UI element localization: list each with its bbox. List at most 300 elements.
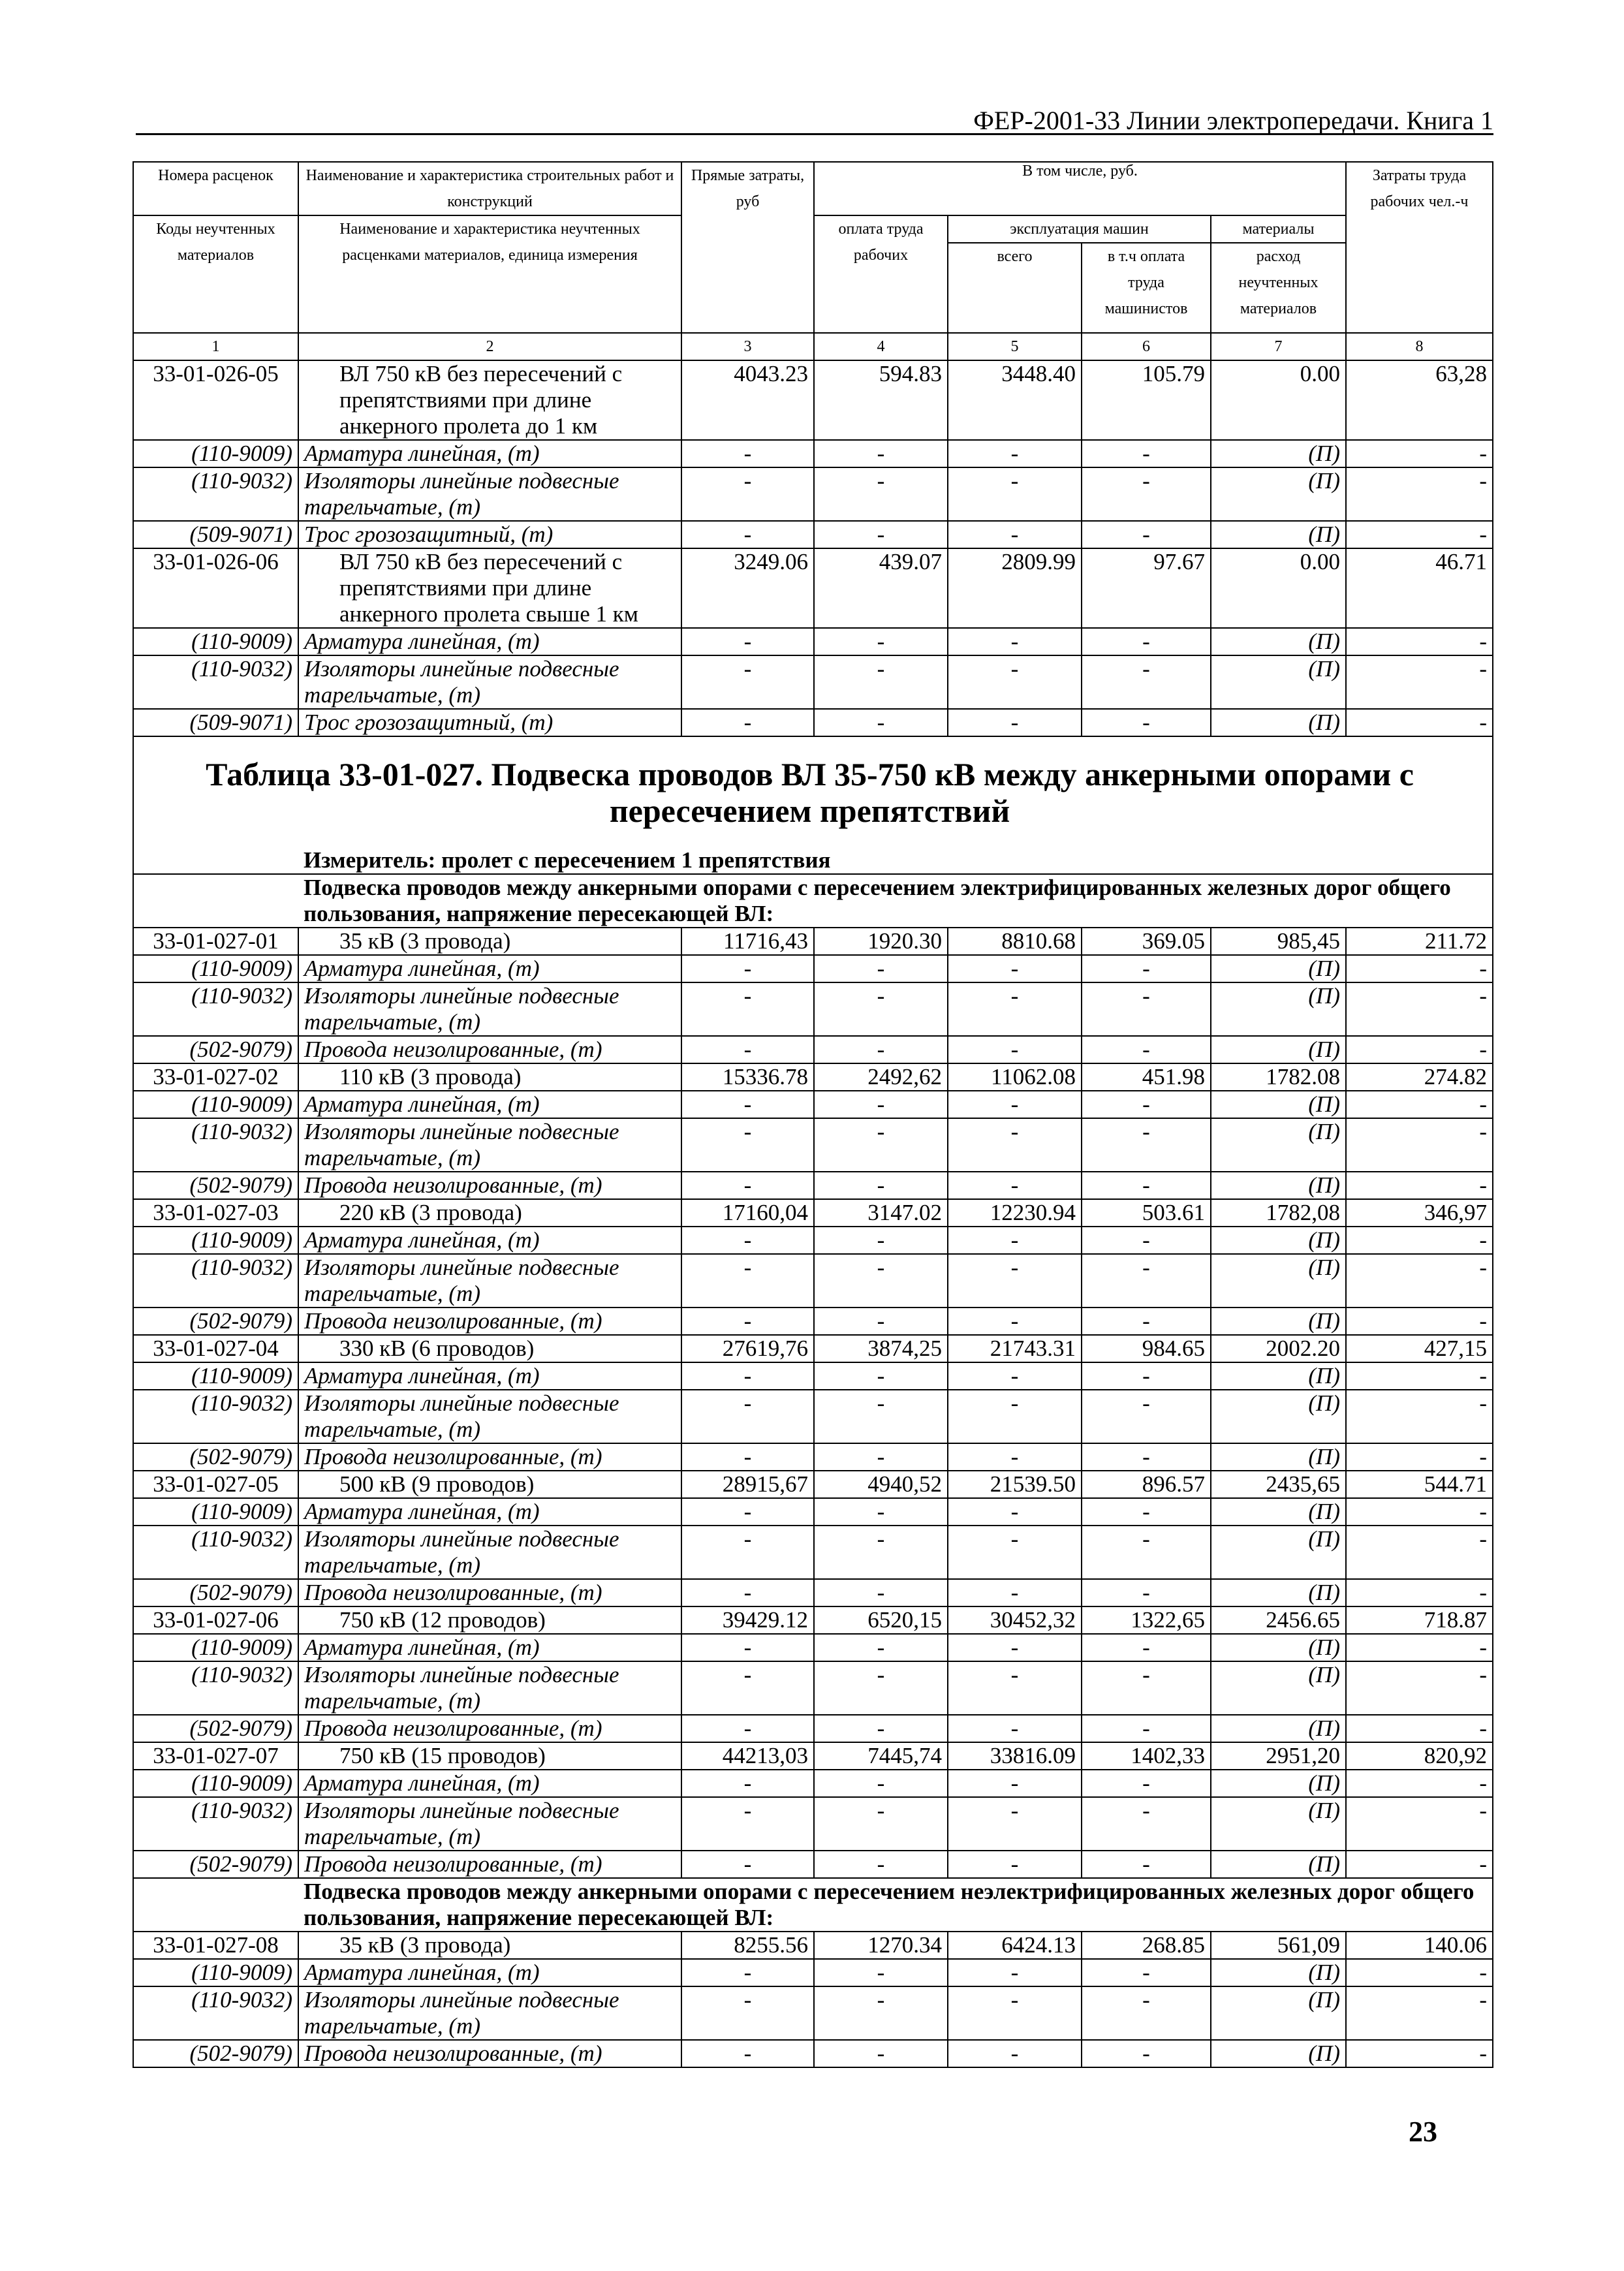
work-name: 330 кВ (6 проводов) [298, 1335, 681, 1362]
col-number: 7 [1211, 333, 1346, 360]
value-cell: - [814, 1959, 948, 1986]
value-cell: - [948, 1770, 1082, 1797]
value-cell: 439.07 [814, 548, 948, 628]
value-cell: - [1346, 1227, 1493, 1254]
value-cell: 1920.30 [814, 928, 948, 955]
value-cell: 0.00 [1211, 548, 1346, 628]
col-materials-sub: расход неучтенных материалов [1211, 243, 1346, 333]
value-cell: - [681, 982, 814, 1036]
resource-row [133, 1851, 1493, 1878]
table-title: Таблица 33-01-027. Подвеска проводов ВЛ 35-750 кВ между анкерными опорами с пересечением препятствий [133, 736, 1493, 847]
value-cell: - [814, 628, 948, 655]
value-cell: - [1082, 1851, 1211, 1878]
value-cell: - [948, 1443, 1082, 1471]
resource-row [133, 1634, 1493, 1661]
value-cell: - [681, 1091, 814, 1118]
value-cell: - [948, 1661, 1082, 1715]
value-cell: - [948, 982, 1082, 1036]
value-cell: (П) [1211, 1118, 1346, 1172]
material-name: Изоляторы линейные подвесные тарельчатые, (т) [298, 655, 681, 709]
material-code: (110-9009) [133, 1634, 298, 1661]
value-cell: - [1082, 709, 1211, 736]
value-cell: - [681, 467, 814, 521]
rate-row [133, 1606, 1493, 1634]
value-cell: - [1082, 1526, 1211, 1579]
value-cell: - [1346, 1986, 1493, 2040]
value-cell: - [1346, 1526, 1493, 1579]
material-name: Арматура линейная, (т) [298, 1091, 681, 1118]
value-cell: 984.65 [1082, 1335, 1211, 1362]
material-code: (502-9079) [133, 1443, 298, 1471]
rate-code: 33-01-027-01 [133, 928, 298, 955]
value-cell: - [1346, 955, 1493, 982]
value-cell: (П) [1211, 1986, 1346, 2040]
value-cell: (П) [1211, 1959, 1346, 1986]
work-name: 35 кВ (3 провода) [298, 928, 681, 955]
value-cell: - [681, 1715, 814, 1742]
work-name: ВЛ 750 кВ без пересечений с препятствиями при длине анкерного пролета свыше 1 км [298, 548, 681, 628]
value-cell: 1402,33 [1082, 1742, 1211, 1770]
material-name: Изоляторы линейные подвесные тарельчатые, (т) [298, 1986, 681, 2040]
material-code: (110-9009) [133, 628, 298, 655]
material-code: (502-9079) [133, 1715, 298, 1742]
col-number: 8 [1346, 333, 1493, 360]
value-cell: - [1346, 1091, 1493, 1118]
value-cell: - [948, 521, 1082, 548]
value-cell: - [1346, 1362, 1493, 1390]
section-heading-row [133, 874, 1493, 928]
value-cell: 2809.99 [948, 548, 1082, 628]
value-cell: - [1082, 2040, 1211, 2067]
value-cell: - [1346, 1770, 1493, 1797]
value-cell: - [1346, 709, 1493, 736]
value-cell: - [948, 1172, 1082, 1199]
value-cell: - [1082, 1362, 1211, 1390]
value-cell: 39429.12 [681, 1606, 814, 1634]
value-cell: - [1346, 2040, 1493, 2067]
material-code: (110-9009) [133, 1498, 298, 1526]
value-cell: - [948, 1986, 1082, 2040]
value-cell: 4043.23 [681, 360, 814, 440]
value-cell: 820,92 [1346, 1742, 1493, 1770]
work-name: 35 кВ (3 провода) [298, 1932, 681, 1959]
value-cell: - [814, 955, 948, 982]
value-cell: 0.00 [1211, 360, 1346, 440]
col-materials: материалы [1211, 215, 1346, 243]
rate-code: 33-01-027-04 [133, 1335, 298, 1362]
value-cell: - [948, 1362, 1082, 1390]
resource-row [133, 982, 1493, 1036]
value-cell: - [948, 1308, 1082, 1335]
value-cell: - [681, 655, 814, 709]
col-including: В том числе, руб. [814, 162, 1346, 215]
value-cell: - [681, 955, 814, 982]
col-number: 6 [1082, 333, 1211, 360]
value-cell: 17160,04 [681, 1199, 814, 1227]
value-cell: - [1346, 982, 1493, 1036]
value-cell: 369.05 [1082, 928, 1211, 955]
value-cell: - [1082, 1579, 1211, 1606]
value-cell: - [948, 1118, 1082, 1172]
resource-row [133, 1118, 1493, 1172]
value-cell: (П) [1211, 1498, 1346, 1526]
work-name: 750 кВ (15 проводов) [298, 1742, 681, 1770]
rate-row [133, 548, 1493, 628]
material-name: Арматура линейная, (т) [298, 1227, 681, 1254]
material-code: (110-9032) [133, 982, 298, 1036]
value-cell: - [814, 1634, 948, 1661]
resource-row [133, 1797, 1493, 1851]
resource-row [133, 1227, 1493, 1254]
value-cell: (П) [1211, 1661, 1346, 1715]
value-cell: - [681, 2040, 814, 2067]
value-cell: - [948, 440, 1082, 467]
value-cell: - [948, 1227, 1082, 1254]
value-cell: 140.06 [1346, 1932, 1493, 1959]
value-cell: (П) [1211, 1091, 1346, 1118]
col-labor: Затраты труда рабочих чел.-ч [1346, 162, 1493, 333]
value-cell: 1782,08 [1211, 1199, 1346, 1227]
value-cell: - [814, 1308, 948, 1335]
value-cell: - [1346, 1715, 1493, 1742]
material-name: Арматура линейная, (т) [298, 1634, 681, 1661]
rates-table [133, 161, 1493, 2068]
value-cell: 896.57 [1082, 1471, 1211, 1498]
value-cell: - [814, 1227, 948, 1254]
value-cell: - [681, 1118, 814, 1172]
value-cell: - [1082, 1227, 1211, 1254]
material-name: Изоляторы линейные подвесные тарельчатые, (т) [298, 467, 681, 521]
value-cell: - [1346, 1851, 1493, 1878]
value-cell: - [814, 709, 948, 736]
material-code: (110-9032) [133, 1797, 298, 1851]
resource-row [133, 628, 1493, 655]
value-cell: 985,45 [1211, 928, 1346, 955]
value-cell: - [1082, 1443, 1211, 1471]
value-cell: 46.71 [1346, 548, 1493, 628]
value-cell: - [1346, 1254, 1493, 1308]
value-cell: - [681, 1498, 814, 1526]
resource-row [133, 2040, 1493, 2067]
material-name: Изоляторы линейные подвесные тарельчатые, (т) [298, 1526, 681, 1579]
resource-row [133, 1362, 1493, 1390]
value-cell: - [681, 1661, 814, 1715]
value-cell: (П) [1211, 1362, 1346, 1390]
value-cell: - [1346, 628, 1493, 655]
material-code: (110-9009) [133, 1362, 298, 1390]
col-number: 3 [681, 333, 814, 360]
value-cell: 6520,15 [814, 1606, 948, 1634]
material-code: (110-9009) [133, 1959, 298, 1986]
material-code: (110-9032) [133, 1526, 298, 1579]
value-cell: - [681, 1227, 814, 1254]
rate-code: 33-01-027-06 [133, 1606, 298, 1634]
rate-row [133, 1471, 1493, 1498]
value-cell: - [1346, 1634, 1493, 1661]
value-cell: - [1082, 1797, 1211, 1851]
material-name: Провода неизолированные, (т) [298, 1036, 681, 1063]
value-cell: - [814, 2040, 948, 2067]
material-code: (502-9079) [133, 1036, 298, 1063]
value-cell: - [1346, 1661, 1493, 1715]
value-cell: 28915,67 [681, 1471, 814, 1498]
value-cell: 2456.65 [1211, 1606, 1346, 1634]
material-name: Изоляторы линейные подвесные тарельчатые, (т) [298, 1254, 681, 1308]
work-name: 500 кВ (9 проводов) [298, 1471, 681, 1498]
value-cell: - [1082, 440, 1211, 467]
value-cell: - [814, 1443, 948, 1471]
resource-row [133, 1959, 1493, 1986]
resource-row [133, 1579, 1493, 1606]
value-cell: 503.61 [1082, 1199, 1211, 1227]
value-cell: 2492,62 [814, 1063, 948, 1091]
value-cell: (П) [1211, 982, 1346, 1036]
value-cell: 3147.02 [814, 1199, 948, 1227]
value-cell: 427,15 [1346, 1335, 1493, 1362]
value-cell: - [681, 1634, 814, 1661]
value-cell: - [1346, 1390, 1493, 1443]
material-name: Провода неизолированные, (т) [298, 2040, 681, 2067]
value-cell: - [1082, 1036, 1211, 1063]
col-direct: Прямые затраты, руб [681, 162, 814, 333]
value-cell: 2002.20 [1211, 1335, 1346, 1362]
value-cell: 12230.94 [948, 1199, 1082, 1227]
value-cell: (П) [1211, 1579, 1346, 1606]
resource-row [133, 1770, 1493, 1797]
value-cell: - [1346, 521, 1493, 548]
resource-row [133, 709, 1493, 736]
material-name: Арматура линейная, (т) [298, 1362, 681, 1390]
value-cell: - [814, 1390, 948, 1443]
material-name: Трос грозозащитный, (т) [298, 521, 681, 548]
value-cell: 3249.06 [681, 548, 814, 628]
value-cell: - [948, 1526, 1082, 1579]
rate-row [133, 360, 1493, 440]
value-cell: - [1346, 1498, 1493, 1526]
col-number: 1 [133, 333, 298, 360]
value-cell: 8255.56 [681, 1932, 814, 1959]
material-code: (509-9071) [133, 709, 298, 736]
value-cell: - [681, 1308, 814, 1335]
material-name: Изоляторы линейные подвесные тарельчатые, (т) [298, 1661, 681, 1715]
value-cell: 718.87 [1346, 1606, 1493, 1634]
value-cell: 211.72 [1346, 928, 1493, 955]
material-code: (502-9079) [133, 1308, 298, 1335]
value-cell: - [1346, 1036, 1493, 1063]
resource-row [133, 955, 1493, 982]
resource-row [133, 1254, 1493, 1308]
material-code: (110-9032) [133, 655, 298, 709]
value-cell: - [948, 655, 1082, 709]
value-cell: - [1346, 1172, 1493, 1199]
value-cell: (П) [1211, 1770, 1346, 1797]
page-header [136, 106, 1493, 135]
material-code: (110-9009) [133, 955, 298, 982]
material-name: Изоляторы линейные подвесные тарельчатые, (т) [298, 1118, 681, 1172]
material-name: Провода неизолированные, (т) [298, 1308, 681, 1335]
value-cell: (П) [1211, 440, 1346, 467]
value-cell: 1782.08 [1211, 1063, 1346, 1091]
value-cell: - [1082, 1118, 1211, 1172]
value-cell: - [681, 1254, 814, 1308]
col-number: 2 [298, 333, 681, 360]
value-cell: 11716,43 [681, 928, 814, 955]
value-cell: - [814, 1986, 948, 2040]
value-cell: - [1082, 1498, 1211, 1526]
value-cell: - [814, 1661, 948, 1715]
header-row-1 [133, 162, 1493, 215]
value-cell: - [681, 1959, 814, 1986]
value-cell: - [681, 1579, 814, 1606]
material-code: (502-9079) [133, 2040, 298, 2067]
col-machines-total: всего [948, 243, 1082, 333]
value-cell: - [1346, 1797, 1493, 1851]
material-code: (110-9032) [133, 1661, 298, 1715]
value-cell: - [1082, 1661, 1211, 1715]
value-cell: - [1346, 1959, 1493, 1986]
value-cell: - [1082, 1254, 1211, 1308]
rate-row [133, 1742, 1493, 1770]
value-cell: - [814, 1091, 948, 1118]
material-name: Провода неизолированные, (т) [298, 1443, 681, 1471]
rate-code: 33-01-027-03 [133, 1199, 298, 1227]
value-cell: 21539.50 [948, 1471, 1082, 1498]
value-cell: (П) [1211, 709, 1346, 736]
resource-row [133, 1036, 1493, 1063]
rate-row [133, 1335, 1493, 1362]
col-number: 5 [948, 333, 1082, 360]
value-cell: - [948, 1390, 1082, 1443]
value-cell: (П) [1211, 467, 1346, 521]
value-cell: - [948, 709, 1082, 736]
col-name-bottom: Наименование и характеристика неучтенных расценками материалов, единица измерения [298, 215, 681, 333]
value-cell: - [948, 1959, 1082, 1986]
material-name: Арматура линейная, (т) [298, 1959, 681, 1986]
value-cell: 7445,74 [814, 1742, 948, 1770]
rate-row [133, 1932, 1493, 1959]
value-cell: (П) [1211, 955, 1346, 982]
resource-row [133, 1172, 1493, 1199]
resource-row [133, 1661, 1493, 1715]
value-cell: (П) [1211, 1443, 1346, 1471]
value-cell: (П) [1211, 628, 1346, 655]
value-cell: 2435,65 [1211, 1471, 1346, 1498]
resource-row [133, 1443, 1493, 1471]
material-name: Провода неизолированные, (т) [298, 1851, 681, 1878]
value-cell: - [681, 1390, 814, 1443]
material-name: Изоляторы линейные подвесные тарельчатые, (т) [298, 1390, 681, 1443]
work-name: 750 кВ (12 проводов) [298, 1606, 681, 1634]
value-cell: 1270.34 [814, 1932, 948, 1959]
rate-code: 33-01-027-05 [133, 1471, 298, 1498]
page-header-title: ФЕР-2001-33 Линии электропередачи. Книга 1 [973, 106, 1493, 135]
value-cell: - [1082, 1091, 1211, 1118]
value-cell: - [814, 1579, 948, 1606]
value-cell: - [948, 1498, 1082, 1526]
rate-row [133, 1063, 1493, 1091]
value-cell: - [814, 1526, 948, 1579]
table-title-row [133, 736, 1493, 847]
value-cell: - [1082, 628, 1211, 655]
value-cell: - [948, 1091, 1082, 1118]
resource-row [133, 1498, 1493, 1526]
resource-row [133, 521, 1493, 548]
value-cell: - [814, 1797, 948, 1851]
col-machines: эксплуатация машин [948, 215, 1211, 243]
value-cell: - [681, 1443, 814, 1471]
section-heading-row [133, 1878, 1493, 1932]
value-cell: - [681, 1036, 814, 1063]
col-name-top: Наименование и характеристика строительных работ и конструкций [298, 162, 681, 215]
value-cell: 6424.13 [948, 1932, 1082, 1959]
value-cell: 4940,52 [814, 1471, 948, 1498]
material-name: Провода неизолированные, (т) [298, 1172, 681, 1199]
value-cell: (П) [1211, 1851, 1346, 1878]
material-code: (110-9009) [133, 1227, 298, 1254]
value-cell: - [681, 1851, 814, 1878]
table-meter-row [133, 847, 1493, 874]
value-cell: - [1346, 467, 1493, 521]
value-cell: - [948, 1797, 1082, 1851]
value-cell: - [681, 1172, 814, 1199]
value-cell: - [1082, 1634, 1211, 1661]
value-cell: (П) [1211, 1634, 1346, 1661]
value-cell: 97.67 [1082, 548, 1211, 628]
rate-code: 33-01-026-06 [133, 548, 298, 628]
value-cell: - [948, 1715, 1082, 1742]
value-cell: - [948, 2040, 1082, 2067]
value-cell: - [1082, 1770, 1211, 1797]
value-cell: - [1346, 440, 1493, 467]
resource-row [133, 655, 1493, 709]
value-cell: - [681, 628, 814, 655]
value-cell: 1322,65 [1082, 1606, 1211, 1634]
value-cell: - [814, 1172, 948, 1199]
value-cell: - [814, 655, 948, 709]
value-cell: 21743.31 [948, 1335, 1082, 1362]
value-cell: - [1082, 1172, 1211, 1199]
resource-row [133, 1986, 1493, 2040]
col-code-top: Номера расценок [133, 162, 298, 215]
material-name: Арматура линейная, (т) [298, 955, 681, 982]
rate-code: 33-01-027-07 [133, 1742, 298, 1770]
value-cell: 63,28 [1346, 360, 1493, 440]
value-cell: 544.71 [1346, 1471, 1493, 1498]
value-cell: - [948, 955, 1082, 982]
value-cell: - [1346, 1118, 1493, 1172]
material-code: (110-9032) [133, 1254, 298, 1308]
resource-row [133, 1390, 1493, 1443]
resource-row [133, 440, 1493, 467]
value-cell: (П) [1211, 1715, 1346, 1742]
material-code: (502-9079) [133, 1851, 298, 1878]
value-cell: - [681, 1986, 814, 2040]
value-cell: - [814, 1118, 948, 1172]
value-cell: - [681, 440, 814, 467]
rate-code: 33-01-026-05 [133, 360, 298, 440]
value-cell: (П) [1211, 521, 1346, 548]
material-code: (110-9032) [133, 1986, 298, 2040]
value-cell: 8810.68 [948, 928, 1082, 955]
value-cell: (П) [1211, 1254, 1346, 1308]
rate-row [133, 928, 1493, 955]
col-number: 4 [814, 333, 948, 360]
material-code: (502-9079) [133, 1172, 298, 1199]
value-cell: - [948, 628, 1082, 655]
value-cell: (П) [1211, 1797, 1346, 1851]
value-cell: - [948, 467, 1082, 521]
value-cell: - [948, 1579, 1082, 1606]
